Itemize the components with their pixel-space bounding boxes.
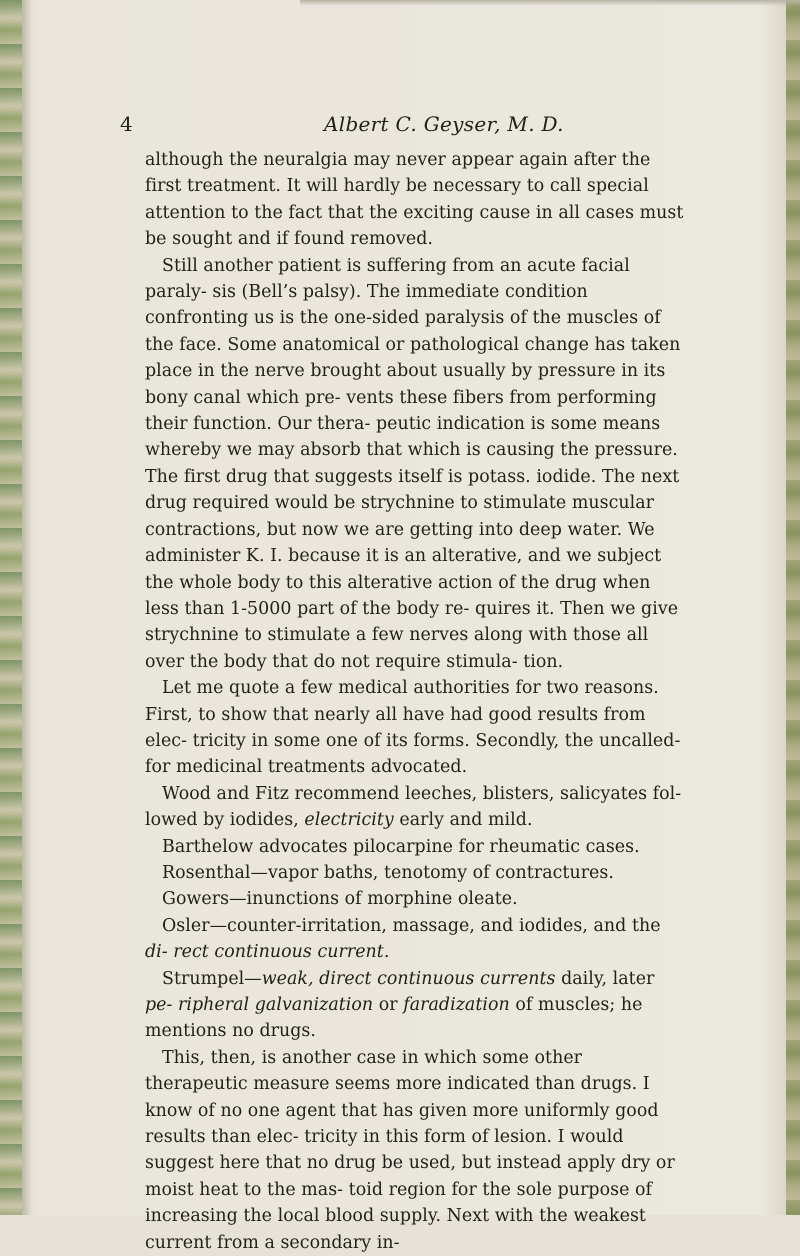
paragraph	[145, 913, 685, 966]
text-run: Strumpel—	[162, 968, 262, 989]
paragraph: Rosenthal—vapor baths, tenotomy of contractures.	[162, 862, 614, 883]
binding-shadow	[22, 0, 32, 1215]
paragraph	[145, 781, 685, 834]
page-edge	[786, 0, 800, 1215]
emphasis: faradization	[403, 995, 510, 1015]
page-number: 4	[120, 112, 133, 136]
paragraph: Barthelow advocates pilocarpine for rheumatic cases.	[162, 836, 640, 857]
paragraph: This, then, is another case in which some other therapeutic measure seems more indicated than drugs. I know of no one agent that has given more uniformly good results than elec- tricity in this form of lesion. I would suggest here that no drug be used, but instead apply dry or moist heat to the mas- toid region for the sole purpose of increasing the local blood supply. Next with the weakest current from a secondary in-	[145, 1047, 675, 1253]
text-run: of muscles; he mentions no drugs.	[145, 995, 643, 1042]
text-run: or	[378, 995, 398, 1015]
emphasis: pe- ripheral galvanization	[145, 995, 374, 1015]
text-run: early and mild.	[399, 810, 533, 831]
page-header	[120, 112, 680, 142]
paragraph: Gowers—inunctions of morphine oleate.	[162, 889, 518, 910]
paragraph: although the neuralgia may never appear again after the first treatment. It will hardly be necessary to call special attention to the fact that the exciting cause in all cases must be sought and if found removed.	[145, 150, 684, 250]
emphasis: di- rect continuous current.	[145, 942, 390, 963]
text-run: daily, later	[561, 968, 655, 989]
emphasis: electricity	[304, 810, 394, 831]
text-run: Osler—counter-irritation, massage, and iodides, and the	[162, 915, 661, 936]
paragraph: Still another patient is suffering from an acute facial paraly- sis (Bell’s palsy). The immediate condition confronting us is the one-sided paralysis of the muscles of the face. Some anatomical or pathological change has taken place in the nerve brought about usually by pressure in its bony canal which pre- vents these fibers from performing their function. Our thera- peutic indication is some means whereby we may absorb that which is causing the pressure. The first drug that suggests itself is potass. iodide. The next drug required would be strychnine to stimulate muscular contractions, but now we are getting into deep water. We administer K. I. because it is an alterative, and we subject the whole body to this alterative action of the drug when less than 1-5000 part of the body re- quires it. Then we give strychnine to stimulate a few nerves along with those all over the body that do not require stimula- tion.	[145, 255, 681, 672]
emphasis: weak, direct continuous currents	[261, 968, 556, 989]
text-run: Wood and Fitz recommend leeches, blisters, salicyates fol- lowed by iodides,	[145, 783, 682, 831]
body-text	[145, 147, 685, 1256]
paragraph	[145, 966, 685, 1045]
paragraph: Let me quote a few medical authorities for two reasons. First, to show that nearly all have had good results from elec- tricity in some one of its forms. Secondly, the uncalled-for medicinal treatments advocated.	[145, 678, 681, 778]
binding-edge	[0, 0, 22, 1215]
top-shadow	[300, 0, 800, 6]
running-head: Albert C. Geyser, M. D.	[324, 112, 564, 136]
